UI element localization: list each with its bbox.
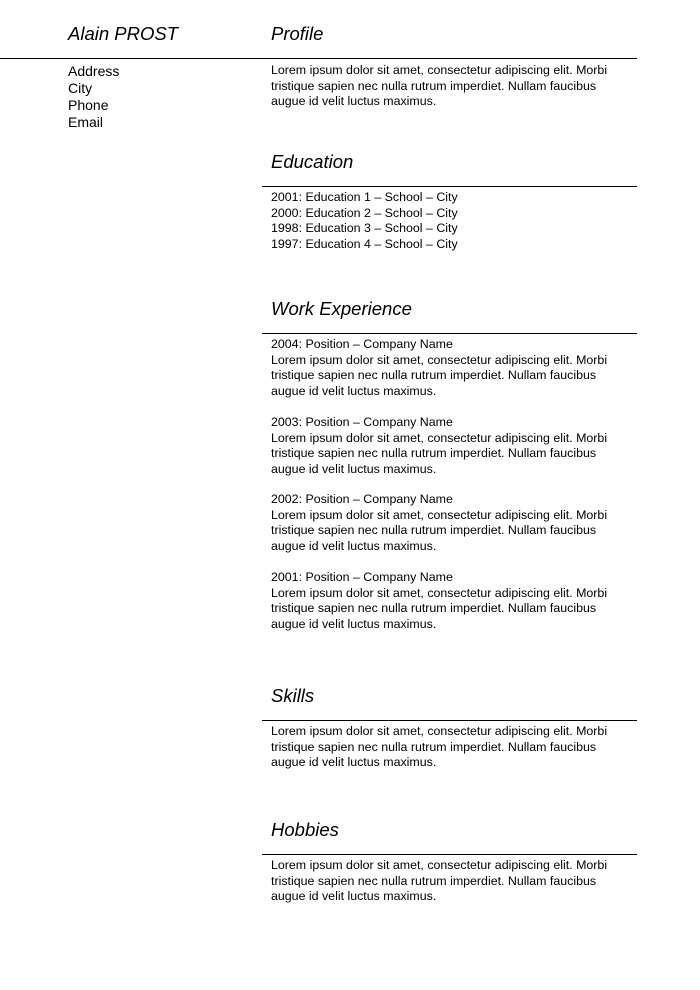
job-description-line: tristique sapien nec nulla rutrum imperdiet. Nullam faucibus	[271, 601, 597, 615]
job-header: 2003: Position – Company Name	[271, 415, 453, 429]
job-description-line: Lorem ipsum dolor sit amet, consectetur adipiscing elit. Morbi	[271, 430, 608, 445]
education-item: 1997: Education 4 – School – City	[271, 236, 458, 251]
hobbies-text	[271, 858, 633, 905]
skills-line: augue id velit luctus maximus.	[271, 755, 437, 769]
education-heading: Education	[271, 151, 354, 172]
profile-line: augue id velit luctus maximus.	[271, 94, 437, 108]
job-description-line: tristique sapien nec nulla rutrum imperdiet. Nullam faucibus	[271, 368, 597, 382]
education-item: 2001: Education 1 – School – City	[271, 190, 458, 204]
job-description-line: Lorem ipsum dolor sit amet, consectetur adipiscing elit. Morbi	[271, 507, 608, 522]
profile-text	[271, 63, 633, 110]
skills-text	[271, 724, 633, 771]
job-description-line: augue id velit luctus maximus.	[271, 538, 437, 553]
job-description-line: Lorem ipsum dolor sit amet, consectetur adipiscing elit. Morbi	[271, 352, 608, 367]
profile-line: Lorem ipsum dolor sit amet, consectetur adipiscing elit. Morbi	[271, 63, 608, 77]
person-name: Alain PROST	[68, 23, 179, 44]
job-entry	[271, 337, 633, 399]
top-divider	[0, 58, 637, 59]
job-description-line: Lorem ipsum dolor sit amet, consectetur adipiscing elit. Morbi	[271, 585, 608, 600]
job-entry	[271, 570, 633, 632]
skills-line: Lorem ipsum dolor sit amet, consectetur adipiscing elit. Morbi	[271, 724, 608, 738]
contact-phone: Phone	[68, 97, 109, 113]
hobbies-divider	[262, 854, 637, 855]
hobbies-line: augue id velit luctus maximus.	[271, 889, 437, 903]
hobbies-line: Lorem ipsum dolor sit amet, consectetur adipiscing elit. Morbi	[271, 858, 608, 872]
job-description-line: tristique sapien nec nulla rutrum imperdiet. Nullam faucibus	[271, 523, 597, 537]
contact-address: Address	[68, 63, 120, 79]
job-description-line: augue id velit luctus maximus.	[271, 461, 437, 476]
job-description-line: augue id velit luctus maximus.	[271, 383, 437, 398]
work-experience-divider	[262, 333, 637, 334]
job-description-line: tristique sapien nec nulla rutrum imperdiet. Nullam faucibus	[271, 446, 597, 460]
skills-line: tristique sapien nec nulla rutrum imperdiet. Nullam faucibus	[271, 739, 597, 754]
work-experience-heading: Work Experience	[271, 298, 412, 319]
contact-block	[68, 63, 119, 131]
skills-divider	[262, 720, 637, 721]
contact-email: Email	[68, 114, 104, 130]
hobbies-heading: Hobbies	[271, 819, 339, 840]
skills-heading: Skills	[271, 685, 315, 706]
profile-heading: Profile	[271, 23, 324, 44]
job-header: 2001: Position – Company Name	[271, 570, 453, 584]
education-divider	[262, 186, 637, 187]
job-entry	[271, 415, 633, 477]
education-item: 2000: Education 2 – School – City	[271, 205, 458, 220]
hobbies-line: tristique sapien nec nulla rutrum imperdiet. Nullam faucibus	[271, 873, 597, 888]
job-header: 2002: Position – Company Name	[271, 492, 453, 506]
job-header: 2004: Position – Company Name	[271, 337, 453, 351]
profile-line: tristique sapien nec nulla rutrum imperdiet. Nullam faucibus	[271, 78, 597, 93]
job-entry	[271, 492, 633, 554]
education-list	[271, 190, 633, 252]
education-item: 1998: Education 3 – School – City	[271, 221, 458, 235]
contact-city: City	[68, 80, 93, 96]
job-description-line: augue id velit luctus maximus.	[271, 616, 437, 631]
